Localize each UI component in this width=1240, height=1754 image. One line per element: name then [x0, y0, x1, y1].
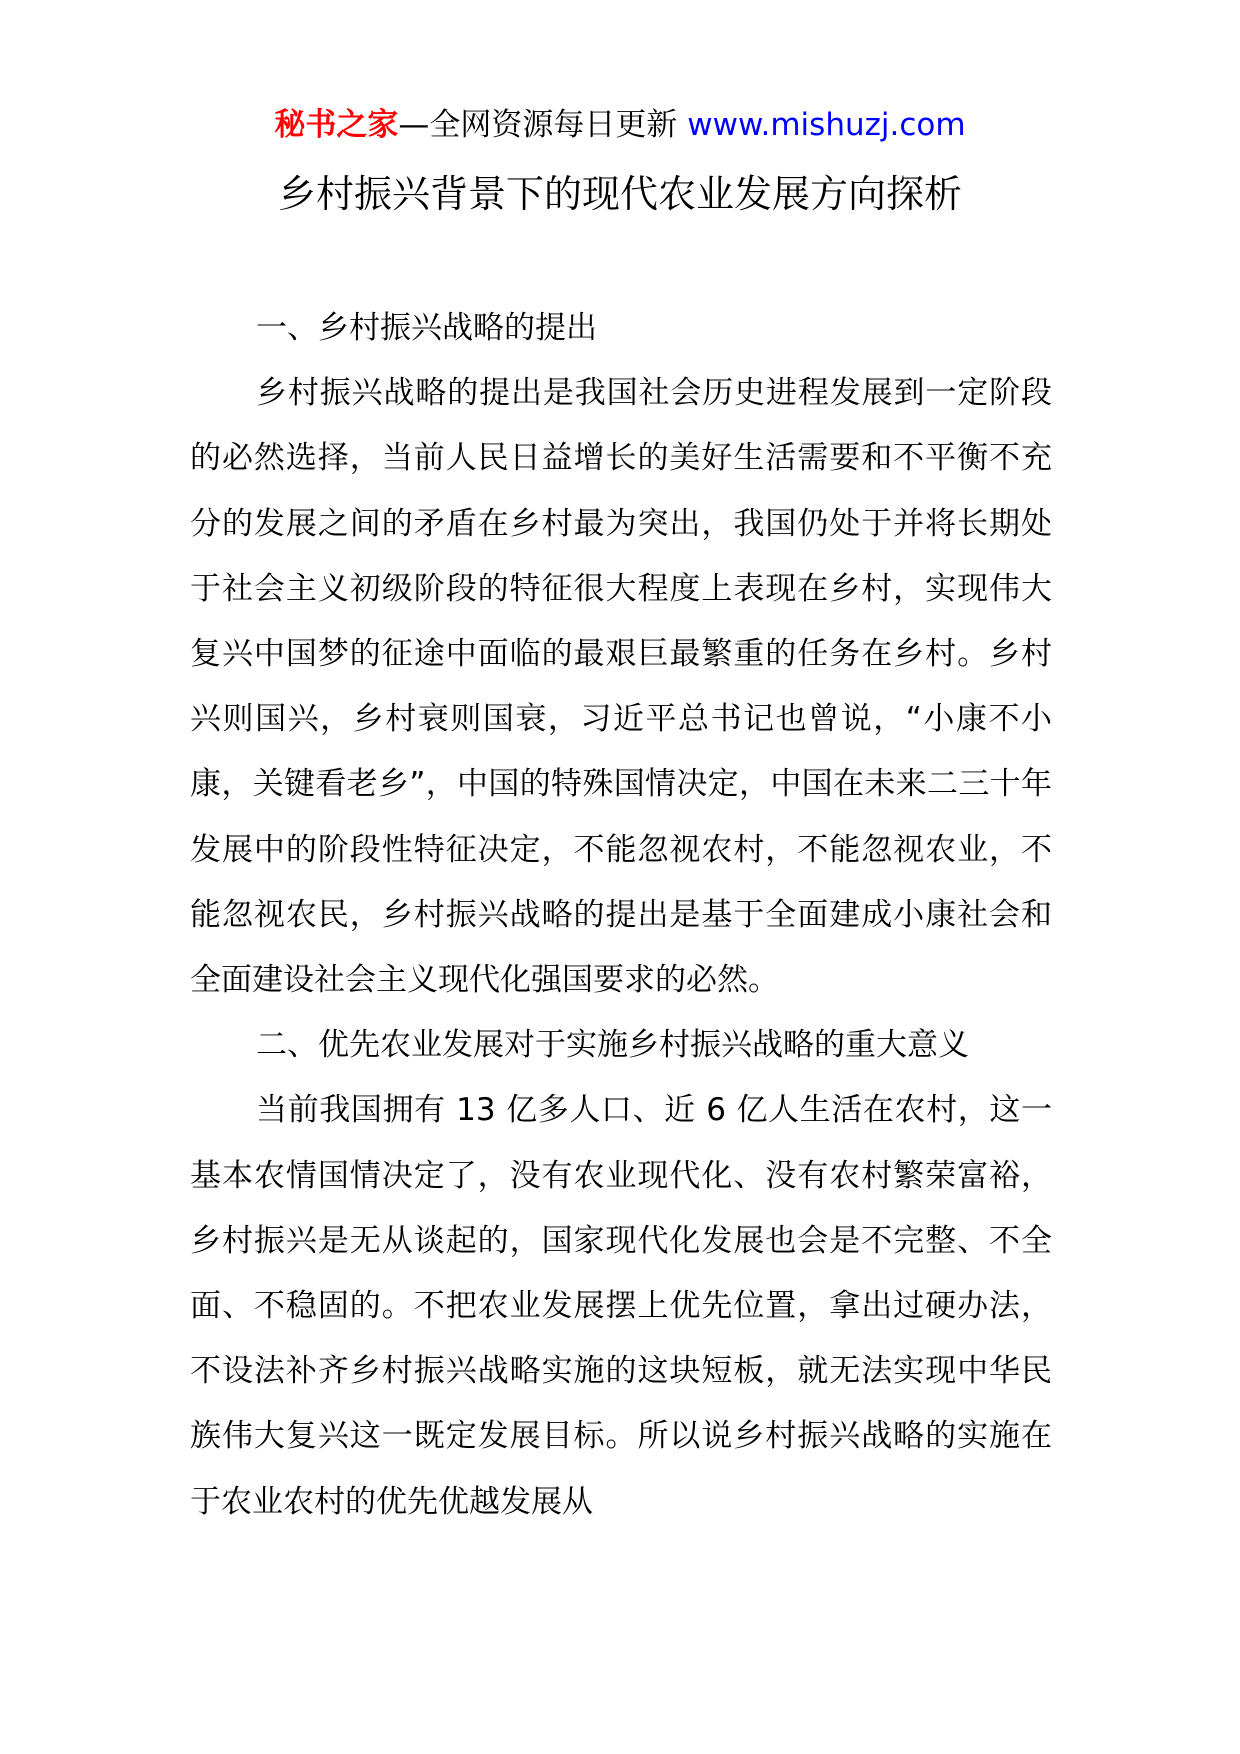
site-brand: 秘书之家 [274, 107, 399, 143]
site-header [0, 102, 1240, 148]
site-url-link[interactable]: www.mishuzj.com [687, 107, 966, 143]
section-heading-2: 二、优先农业发展对于实施乡村振兴战略的重大意义 [256, 1027, 969, 1064]
site-tagline: —全网资源每日更新 [398, 107, 678, 143]
section-heading-1: 一、乡村振兴战略的提出 [256, 310, 597, 346]
document-title: 乡村振兴背景下的现代农业发展方向探析 [277, 172, 962, 216]
paragraph-1: 乡村振兴战略的提出是我国社会历史进程发展到一定阶段的必然选择，当前人民日益增长的美好生活需要和不平衡不充分的发展之间的矛盾在乡村最为突出，我国仍处于并将长期处于社会主义初级阶段的特征很大程度上表现在乡村，实现伟大复兴中国梦的征途中面临的最艰巨最繁重的任务在乡村。乡村兴则国兴，乡村衰则国衰，习近平总书记也曾说，“小康不小康，关键看老乡”，中国的特殊国情决定，中国在未来二三十年发展中的阶段性特征决定，不能忽视农村，不能忽视农业，不能忽视农民，乡村振兴战略的提出是基于全面建成小康社会和全面建设社会主义现代化强国要求的必然。 [190, 375, 1052, 999]
paragraph-2: 当前我国拥有 13 亿多人口、近 6 亿人生活在农村，这一基本农情国情决定了，没有农业现代化、没有农村繁荣富裕，乡村振兴是无从谈起的，国家现代化发展也会是不完整、不全面、不稳固的。不把农业发展摆上优先位置，拿出过硬办法，不设法补齐乡村振兴战略实施的这块短板，就无法实现中华民族伟大复兴这一既定发展目标。所以说乡村振兴战略的实施在于农业农村的优先优越发展从 [190, 1092, 1052, 1520]
document-body [190, 296, 1052, 1535]
